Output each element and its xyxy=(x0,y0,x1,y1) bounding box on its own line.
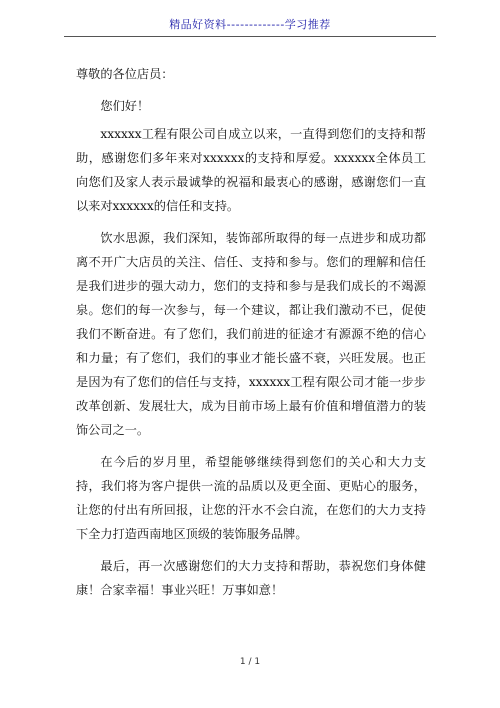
letter-body xyxy=(76,62,426,610)
page-header xyxy=(0,0,500,36)
paragraph-3: 在今后的岁月里，希望能够继续得到您们的关心和大力支持，我们将为客户提供一流的品质以及更全面、更贴心的服务，让您的付出有所回报，让您的汗水不会白流，在您们的大力支持下全力打造西南地区顶级的装饰服务品牌。 xyxy=(76,455,426,541)
paragraph-1: xxxxxx工程有限公司自成立以来，一直得到您们的支持和帮助，感谢您们多年来对xxxxxx的支持和厚爱。xxxxxx全体员工向您们及家人表示最诚挚的祝福和最衷心的感谢，感谢您们一直以来对xxxxxx的信任和支持。 xyxy=(76,127,426,213)
page-number: 1 / 1 xyxy=(239,657,261,667)
header-divider xyxy=(64,36,436,37)
paragraph-2: 饮水思源，我们深知，装饰部所取得的每一点进步和成功都离不开广大店员的关注、信任、支持和参与。您们的理解和信任是我们进步的强大动力，您们的支持和参与是我们成长的不竭源泉。您们的每一次参与，每一个建议，都让我们激动不已，促使我们不断奋进。有了您们，我们前进的征途才有源源不绝的信心和力量；有了您们，我们的事业才能长盛不衰，兴旺发展。也正是因为有了您们的信任与支持，xxxxxx工程有限公司才能一步步改革创新、发展壮大，成为目前市场上最有价值和增值潜力的装饰公司之一。 xyxy=(76,231,426,437)
greeting: 您们好！ xyxy=(100,99,150,113)
salutation: 尊敬的各位店员： xyxy=(76,67,174,81)
paragraph-4: 最后，再一次感谢您们的大力支持和帮助，恭祝您们身体健康！合家幸福！事业兴旺！万事如意！ xyxy=(76,559,426,597)
header-title: 精品好资料-------------学习推荐 xyxy=(169,18,331,31)
